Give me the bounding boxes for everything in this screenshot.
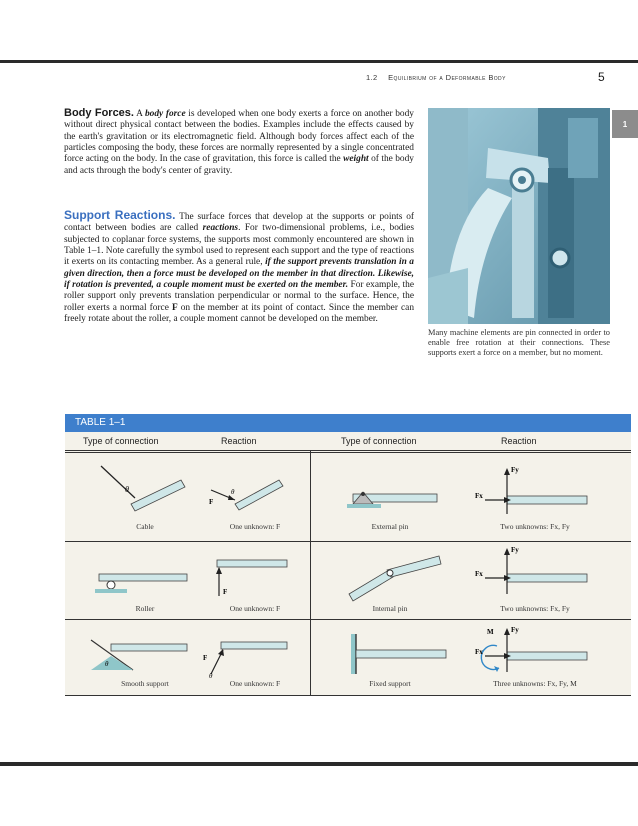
cable-reaction-diagram bbox=[205, 466, 295, 516]
support-reactions-heading: Support Reactions. bbox=[64, 208, 176, 222]
table-title: TABLE 1–1 bbox=[75, 417, 126, 428]
internal-pin-fx: Fx bbox=[475, 570, 483, 578]
label-cable-reaction: One unknown: F bbox=[229, 522, 281, 531]
external-pin-fx: Fx bbox=[475, 492, 483, 500]
general-rule: if the support prevents translation in a given direction, then a force must be developed on the member in that direction. Likewise, if rotation is prevented, a couple moment must be exerted on the member. bbox=[64, 257, 414, 291]
section-number: 1.2 bbox=[366, 73, 378, 82]
term-reactions: reactions bbox=[202, 223, 239, 234]
header-rule-2 bbox=[65, 452, 631, 453]
chapter-tab: 1 bbox=[612, 110, 638, 138]
label-smooth-support: Smooth support bbox=[121, 679, 169, 688]
cable-force-label: F bbox=[209, 498, 214, 506]
text-run: is developed when one body exerts a force on another body without direct physical contact between the bodies. Examples include the effects caused by the earth's gravitation or its electromagnetic field. Although body forces affect each of the particles composing the body, these forces are normally represented by a single concentrated force acting on the body. In the case of gravitation, this force is called the bbox=[64, 109, 414, 165]
label-external-pin-reaction: Two unknowns: Fx, Fy bbox=[500, 522, 570, 531]
running-header bbox=[366, 73, 506, 82]
text-run: The surface forces that develop at the supports or points of contact between bodies are called bbox=[64, 212, 415, 234]
term-weight: weight bbox=[343, 154, 369, 165]
table-bottom-rule bbox=[65, 695, 631, 696]
page-number: 5 bbox=[598, 70, 605, 84]
machine-photo bbox=[428, 108, 610, 324]
smooth-support-force: F bbox=[203, 654, 208, 662]
smooth-support-angle: θ bbox=[105, 660, 109, 668]
bottom-rule bbox=[0, 762, 638, 766]
external-pin-fy: Fy bbox=[511, 466, 519, 474]
support-table bbox=[65, 414, 631, 696]
external-pin-diagram bbox=[343, 476, 463, 516]
col-header-reaction-1: Reaction bbox=[221, 436, 257, 446]
label-internal-pin: Internal pin bbox=[372, 604, 408, 613]
label-fixed-support-reaction: Three unknowns: Fx, Fy, M bbox=[493, 679, 577, 688]
roller-force-label: F bbox=[223, 588, 228, 596]
smooth-support-reaction-angle: θ bbox=[209, 672, 213, 680]
label-smooth-support-reaction: One unknown: F bbox=[229, 679, 281, 688]
roller-reaction-diagram bbox=[207, 556, 297, 602]
text-run: . For two-dimensional problems, i.e., bodies subjected to coplanar force systems, the supports most commonly encountered are shown in Table 1–1. Note carefully the symbol used to represent each support and the type of reactions it exerts on its contacting member. As a general rule, bbox=[64, 223, 414, 268]
photo-caption: Many machine elements are pin connected in order to enable free rotation at their connections. These supports exert a force on a member, but no moment. bbox=[428, 328, 610, 357]
fixed-support-diagram bbox=[347, 630, 457, 678]
text-run: on the member at its point of contact. Since the member can freely rotate about the roller, a couple moment cannot be developed on the member. bbox=[64, 302, 415, 325]
cable-angle-symbol: θ bbox=[125, 485, 129, 494]
text-run: For example, the roller support only prevents translation perpendicular or normal to the surface. Hence, the roller exerts a normal force bbox=[64, 280, 415, 313]
col-header-type-2: Type of connection bbox=[341, 436, 417, 446]
fixed-support-fx: Fx bbox=[475, 648, 483, 656]
cable-diagram bbox=[93, 462, 193, 518]
force-symbol: F bbox=[171, 302, 178, 313]
fixed-support-fy: Fy bbox=[511, 626, 519, 634]
label-roller: Roller bbox=[135, 604, 155, 613]
label-cable: Cable bbox=[136, 522, 154, 531]
cable-reaction-angle: θ bbox=[231, 488, 235, 496]
external-pin-reaction-diagram bbox=[457, 458, 597, 520]
smooth-support-diagram bbox=[85, 634, 195, 678]
text-run: of the body and acts through the body's center of gravity. bbox=[64, 154, 414, 176]
row-divider bbox=[65, 619, 631, 620]
row-divider bbox=[65, 541, 631, 542]
section-title: Equilibrium of a Deformable Body bbox=[388, 73, 506, 82]
internal-pin-diagram bbox=[343, 550, 463, 602]
label-external-pin: External pin bbox=[371, 522, 409, 531]
smooth-support-reaction-diagram bbox=[203, 630, 293, 680]
col-header-type-1: Type of connection bbox=[83, 436, 159, 446]
header-rule bbox=[65, 450, 631, 451]
label-internal-pin-reaction: Two unknowns: Fx, Fy bbox=[500, 604, 570, 613]
column-divider bbox=[310, 450, 311, 696]
internal-pin-reaction-diagram bbox=[457, 544, 597, 602]
term-body-force: body force bbox=[144, 109, 186, 119]
support-reactions-paragraph bbox=[64, 210, 414, 325]
top-rule bbox=[0, 60, 638, 63]
text-run: A bbox=[133, 109, 145, 119]
label-roller-reaction: One unknown: F bbox=[229, 604, 281, 613]
table-title-bar bbox=[65, 414, 631, 432]
label-fixed-support: Fixed support bbox=[369, 679, 411, 688]
fixed-support-reaction-diagram bbox=[457, 624, 597, 680]
body-forces-paragraph bbox=[64, 108, 414, 177]
fixed-support-moment: M bbox=[487, 628, 494, 636]
col-header-reaction-2: Reaction bbox=[501, 436, 537, 446]
roller-diagram bbox=[93, 564, 193, 604]
internal-pin-fy: Fy bbox=[511, 546, 519, 554]
body-forces-heading: Body Forces. bbox=[64, 107, 134, 119]
